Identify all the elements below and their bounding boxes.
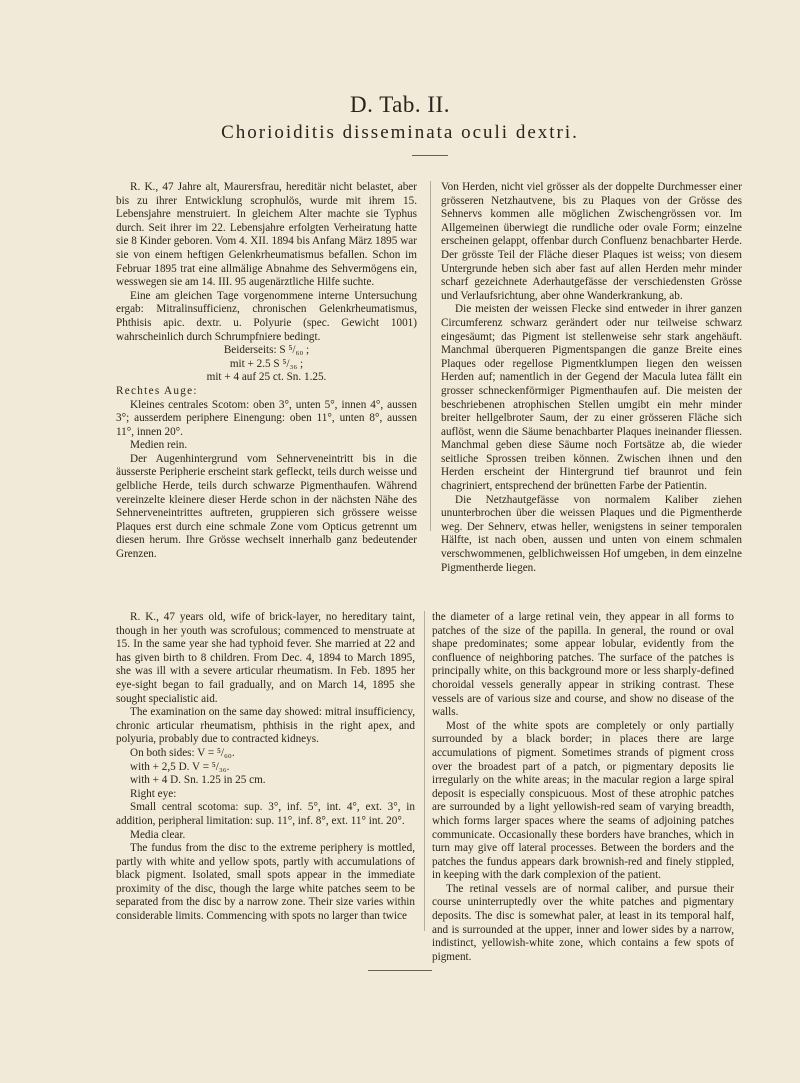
paragraph: R. K., 47 years old, wife of brick-layer, no hereditary taint, though in her youth was scrofulous; commenced to menstruate at 15. In the same year she had typhoid fever. She married at 22 and has given birth to 8 children. From Dec. 4, 1894 to March 1895, she was ill with a severe articular rheumatism. In Feb. 1895 her eye-sight began to fail gradually, and on March 14, 1895 she sought specialistic aid. — [116, 611, 415, 705]
paragraph: Eine am gleichen Tage vorgenommene interne Untersuchung ergab: Mitralinsufficienz, chronischen Gelenkrheumatismus, Phthisis apic. dextr. u. Polyurie (spec. Gewicht 1001) wahrscheinlich durch Schrumpfniere bedingt. — [116, 289, 417, 343]
paragraph: Kleines centrales Scotom: oben 3°, unten 5°, innen 4°, aussen 3°; ausserdem periphere Einengung: oben 11°, unten 8°, aussen 11°, innen 20°. — [116, 398, 417, 438]
acuity-line: mit + 2.5 S ⁵/₃₆ ; — [229, 357, 304, 370]
paragraph: Medien rein. — [130, 439, 188, 452]
paragraph: The examination on the same day showed: mitral insufficiency, chronic articular rheumatism, phthisis in the right apex, and polyuria, probably due to contracted kidneys. — [116, 706, 415, 746]
column-divider — [430, 181, 431, 531]
paragraph: Small central scotoma: sup. 3°, inf. 5°, int. 4°, ext. 3°, in addition, peripheral limitation: sup. 11°, inf. 8°, ext. 11° int. 20°. — [116, 801, 415, 827]
plate-subtitle: Chorioiditis disseminata oculi dextri. — [221, 122, 579, 143]
acuity-line: mit + 4 auf 25 ct. Sn. 1.25. — [206, 371, 327, 384]
acuity-line: On both sides: V = ⁵/₆₀. — [130, 746, 235, 759]
paragraph: the diameter of a large retinal vein, they appear in all forms to patches of the size of the papilla. In general, the round or oval shape predominates; some appear lobular, evidently from the confluence of neighboring patches. The surface of the patches is principally white, on this background more or less sharply-defined choroidal vessels generally appear in striking contrast. These vessels are of various size and course, and show no disease of the walls. — [432, 611, 734, 719]
plate-title: D. Tab. II. — [350, 92, 450, 117]
acuity-line: with + 4 D. Sn. 1.25 in 25 cm. — [130, 774, 266, 787]
german-column-right — [441, 181, 742, 575]
paragraph: Von Herden, nicht viel grösser als der doppelte Durchmesser einer grösseren Netzhautvene, bis zu Plaques von der Grösse des Sehnervs kommen alle möglichen Zwischengrössen vor. Im Allgemeinen überwiegt die rundliche oder ovale Form; einzelne erscheinen gelappt, offenbar durch Confluenz benachbarter Herde. Der grösste Teil der Fläche dieser Plaques ist weiss; von diesem Untergrunde heben sich aber fast auf allen Herden mehr minder scharf gezeichnete Aderhautgefässe der verschiedensten Grösse und Verlaufsrichtung, aber ohne Wanderkrankung, ab. — [441, 181, 742, 302]
paragraph: Die Netzhautgefässe von normalem Kaliber ziehen ununterbrochen über die weissen Plaques und die Pigmentherde weg. Der Sehnerv, etwas heller, wenigstens in seiner temporalen Hälfte, ist nach oben, aussen und unten von einem schmalen verschwommenen, gelblichweissen Hof umgeben, in dem einzelne Pigmentherde liegen. — [441, 493, 742, 574]
paragraph: Media clear. — [130, 828, 186, 841]
section-heading: Rechtes Auge: — [116, 384, 198, 397]
acuity-line: Beiderseits: S ⁵/₆₀ ; — [223, 344, 310, 357]
column-divider — [424, 611, 425, 931]
paragraph: The fundus from the disc to the extreme periphery is mottled, partly with white and yellow spots, partly with accumulations of black pigment. Isolated, small spots appear in the immediate proximity of the disc, though the large white patches seem to be separated from the disc by a narrow zone. Their size varies within considerable limits. Commencing with spots no larger than twice — [116, 842, 415, 923]
paragraph: R. K., 47 Jahre alt, Maurersfrau, hereditär nicht belastet, aber bis zu ihrer Entwicklung scrophulös, wurde mit ihrem 15. Lebensjahre menstruiert. In gleichem Alter machte sie Typhus durch. Seit ihrer im 22. Lebensjahre erfolgten Verheiratung hatte sie 8 Kinder geboren. Vom 4. XII. 1894 bis Anfang März 1895 war sie von einem heftigen Gelenkrheumatismus befallen. Schon im Februar 1895 trat eine allmälige Abnahme des Sehvermögens ein, wesswegen sie am 14. III. 95 augenärztliche Hilfe suchte. — [116, 181, 417, 289]
paragraph: Die meisten der weissen Flecke sind entweder in ihrer ganzen Circumferenz schwarz gerändert oder nur teilweise schwarz eingesäumt; das Pigment ist stellenweise sehr stark angehäuft. Manchmal überqueren Pigmentspangen die ganze Breite eines Plaques oder regellose Pigmentklumpen liegen den weissen Herden auf; namentlich in der Gegend der Macula lutea fällt ein grosser schneckenförmiger Pigmenthaufen auf. Die meisten der beschriebenen atrophischen Stellen umgibt ein mehr minder breiter hellgelbroter Saum, der zu einer grösseren Fläche sich auflöst, wenn die Säume benachbarter Plaques ineinander fliessen. Manchmal geben diese Säume noch Fortsätze ab, die wieder seitliche Sprossen treiben können. Zwischen ihnen und den Herden erscheint der Hintergrund tief braunrot und fein chagriniert, entsprechend der brünetten Farbe der Patientin. — [441, 303, 742, 493]
section-heading: Right eye: — [130, 787, 177, 800]
title-divider — [412, 155, 448, 156]
paragraph: Most of the white spots are completely or only partially surrounded by a black border; in places there are large accumulations of pigment. Sometimes strands of pigment cross over the broadest part of a patch, or pigmentary deposits lie irregularly on the white areas; in the macular region a large spiral deposit is especially conspicuous. Most of these atrophic patches are surrounded by a light yellowish-red seam of varying breadth, which forms larger spaces where the seams of adjoining patches communicate. Occasionally these borders have branches, which in turn may give off lateral processes. Between the borders and the patches the fundus appears dark brownish-red and finely stippled, in keeping with the dark complexion of the patient. — [432, 719, 734, 882]
acuity-line: with + 2,5 D. V = ⁵/₃₆. — [130, 760, 230, 773]
english-column-right — [432, 611, 734, 964]
paragraph: The retinal vessels are of normal caliber, and pursue their course uninterruptedly over the white patches and pigmentary deposits. The disc is somewhat paler, at least in its temporal half, and is surrounded at the upper, inner and lower sides by a narrow, indistinct, yellowish-white zone, which contains a few spots of pigment. — [432, 882, 734, 963]
footer-divider — [368, 970, 432, 971]
paragraph: Der Augenhintergrund vom Sehnerveneintritt bis in die äusserste Peripherie erscheint stark gefleckt, teils durch weisse und gelbliche Herde, teils durch schwarze Pigmenthaufen. Während vereinzelte kleinere dieser Herde schon in der nächsten Nähe des Sehnerveneintrittes auftreten, gruppieren sich grössere weisse Plaques erst durch eine schmale Zone vom Opticus getrennt um diesen herum. Ihre Grösse wechselt innerhalb ganz bedeutender Grenzen. — [116, 452, 417, 561]
german-column-left — [116, 181, 417, 562]
english-column-left — [116, 611, 415, 924]
